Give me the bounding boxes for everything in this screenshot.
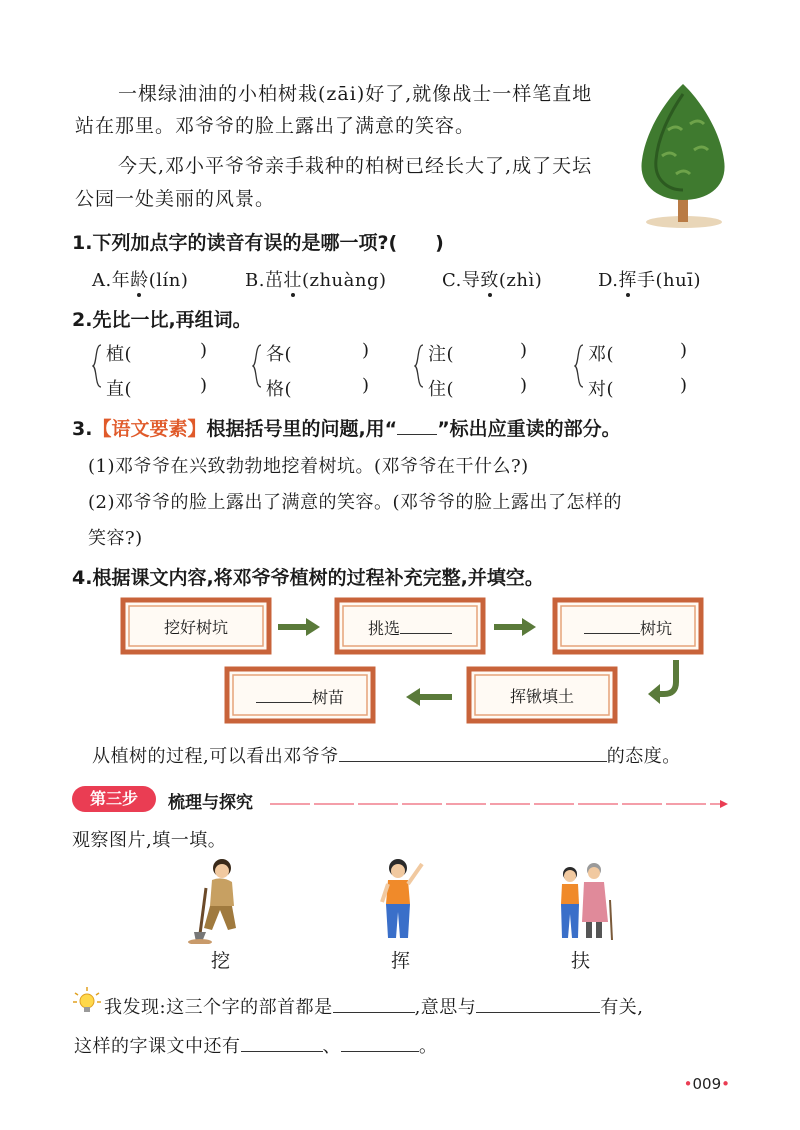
q2-pair-2-bottom: 格(: [266, 379, 293, 400]
flow-step-3: 树坑: [552, 597, 704, 655]
flow-step-2: 挑选: [334, 597, 486, 655]
section-title: 梳理与探究: [168, 793, 253, 813]
answer-blank[interactable]: [400, 615, 452, 634]
q2-pair-3-top: 注(: [428, 344, 455, 365]
passage-line-1: 一棵绿油油的小柏树栽(zāi)好了,就像战士一样笔直地: [118, 83, 593, 105]
char-label-2: 挥: [391, 950, 411, 972]
q3-item-1: (1)邓爷爷在兴致勃勃地挖着树坑。(邓爷爷在干什么?): [88, 456, 529, 477]
q1-option-c: C.导致(zhì): [442, 270, 543, 291]
q3-item-2: (2)邓爷爷的脸上露出了满意的笑容。(邓爷爷的脸上露出了怎样的: [88, 492, 623, 513]
answer-blank[interactable]: [333, 994, 415, 1013]
boy-digging-illustration: [186, 856, 256, 944]
underline-sample: [397, 416, 437, 435]
q2-close: ): [520, 340, 528, 361]
page-number: •009•: [683, 1075, 730, 1093]
q4-sentence: 从植树的过程,可以看出邓爷爷 的态度。: [92, 742, 681, 768]
arrow-left-icon: [404, 686, 454, 708]
flow-step-1: 挖好树坑: [120, 597, 272, 655]
q2-pair-1-bottom: 直(: [106, 379, 133, 400]
flow-step-5: 树苗: [224, 666, 376, 724]
section-badge: 第三步: [72, 786, 156, 812]
flow-step-4: 挥锹填土: [466, 666, 618, 724]
q3-stem: 3.【语文要素】根据括号里的问题,用“ ”标出应重读的部分。: [72, 418, 621, 440]
q2-brace-2: [252, 344, 262, 388]
q2-close: ): [200, 340, 208, 361]
boy-waving-illustration: [370, 856, 432, 944]
arrow-right-icon: [276, 616, 322, 638]
q2-brace-3: [414, 344, 424, 388]
char-label-1: 挖: [211, 950, 231, 972]
q2-close: ): [680, 340, 688, 361]
q3-tag: 【语文要素】: [92, 418, 207, 440]
arrow-right-icon: [492, 616, 538, 638]
q2-close: ): [520, 375, 528, 396]
answer-blank[interactable]: [339, 743, 607, 762]
q4-stem: 4.根据课文内容,将邓爷爷植树的过程补充完整,并填空。: [72, 567, 544, 589]
char-label-3: 扶: [571, 950, 591, 972]
q2-pair-4-top: 邓(: [588, 344, 615, 365]
q2-brace-1: [92, 344, 102, 388]
q2-pair-1-top: 植(: [106, 344, 133, 365]
q1-stem: 1.下列加点字的读音有误的是哪一项?( ): [72, 232, 444, 254]
observe-stem: 观察图片,填一填。: [72, 830, 227, 851]
section-divider: [270, 800, 730, 808]
passage-line-4: 公园一处美丽的风景。: [75, 188, 276, 210]
answer-blank[interactable]: [241, 1033, 323, 1052]
passage-line-2: 站在那里。邓爷爷的脸上露出了满意的笑容。: [75, 115, 476, 137]
q1-option-a: A.年龄(lín): [92, 270, 189, 291]
q2-stem: 2.先比一比,再组词。: [72, 309, 252, 331]
q2-close: ): [362, 340, 370, 361]
q1-option-d: D.挥手(huī): [598, 270, 702, 291]
discovery-line-1: 我发现:这三个字的部首都是 ,意思与 有关,: [104, 993, 644, 1019]
q3-item-2-cont: 笑容?): [88, 528, 143, 549]
passage-line-3: 今天,邓小平爷爷亲手栽种的柏树已经长大了,成了天坛: [118, 155, 593, 177]
answer-blank[interactable]: [476, 994, 600, 1013]
q2-close: ): [200, 375, 208, 396]
answer-blank[interactable]: [256, 684, 312, 703]
q2-close: ): [680, 375, 688, 396]
answer-blank[interactable]: [341, 1033, 419, 1052]
discovery-line-2: 这样的字课文中还有 、 。: [74, 1032, 438, 1058]
boy-helping-elder-illustration: [552, 860, 616, 944]
q2-close: ): [362, 375, 370, 396]
q2-pair-2-top: 各(: [266, 344, 293, 365]
q2-brace-4: [574, 344, 584, 388]
cypress-tree-illustration: [628, 80, 738, 230]
q2-pair-3-bottom: 住(: [428, 379, 455, 400]
q2-pair-4-bottom: 对(: [588, 379, 615, 400]
q1-option-b: B.茁壮(zhuàng): [245, 270, 387, 291]
answer-blank[interactable]: [584, 615, 640, 634]
arrow-curve-icon: [646, 658, 692, 708]
lightbulb-icon: [72, 986, 102, 1016]
